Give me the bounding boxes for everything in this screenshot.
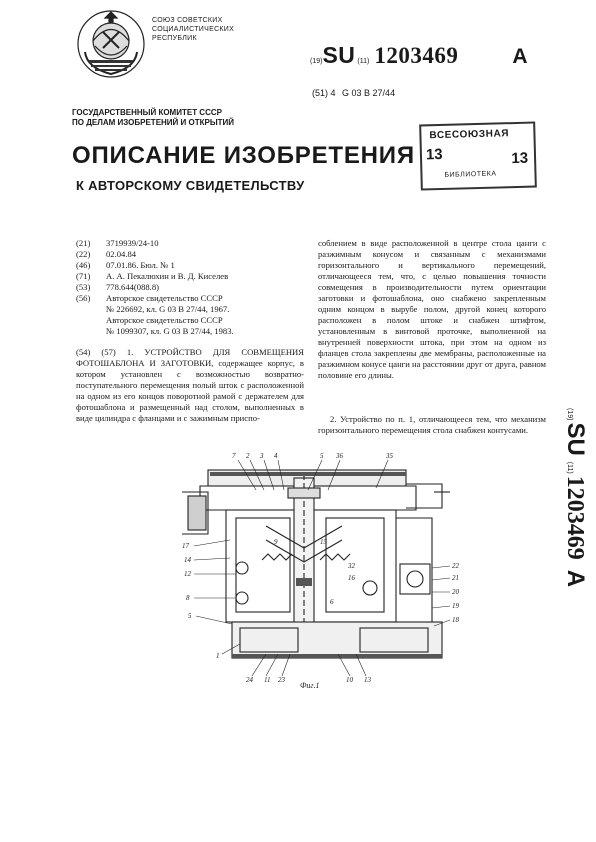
technical-drawing [170, 448, 460, 688]
label-13: 13 [364, 676, 371, 684]
label-12: 12 [184, 570, 191, 578]
union-name-line: РЕСПУБЛИК [152, 35, 197, 42]
biblio-row [76, 260, 304, 271]
patent-number: 1203469 [374, 43, 459, 68]
side-patent-kind: A [562, 569, 589, 588]
biblio-value: 3719939/24-10 [106, 238, 159, 248]
biblio-value: 07.01.86. Бюл. № 1 [106, 260, 175, 270]
biblio-code: (22) [76, 249, 91, 259]
biblio-row [76, 249, 304, 260]
stamp-bottom: БИБЛИОТЕКА [444, 170, 497, 179]
claim-2-text: 2. Устройство по п. 1, отличающееся тем, что механизм горизонтального перемещения стола снабжен контусами. [318, 414, 546, 435]
label-5b: 5 [188, 612, 192, 620]
stamp-title: ВСЕСОЮЗНАЯ [429, 128, 510, 142]
label-1: 1 [216, 652, 220, 660]
side-number-code: (11) [566, 461, 573, 474]
label-35: 35 [386, 452, 393, 460]
label-32: 32 [348, 562, 355, 570]
label-24: 24 [246, 676, 253, 684]
label-20: 20 [452, 588, 459, 596]
document-subtitle: К АВТОРСКОМУ СВИДЕТЕЛЬСТВУ [76, 178, 305, 193]
label-2: 2 [246, 452, 250, 460]
patent-kind: A [512, 45, 528, 68]
claim-1-continuation: соблением в виде расположенной в центре стола цанги с разжимным конусом и связанным с механизмами горизонтального и вертикального перемещений, отличающееся тем, что, с целью повышения точности совмещения в производительности путем ориентации заготовки и фотошаблона, оно снабжено закрепленным одним концом в вырубе полом, другой конец которого расположен в полом штоке и снабжен штифтом, установленным в винтовой проточке, выполненной на внутренней поверхности штока, при этом на одном из фланцев стола закреплены две мембраны, расположенные на разжимном конусе цанги на расстоянии друг от друга, равном половине его длины. [318, 238, 546, 380]
label-17: 17 [182, 542, 189, 550]
label-21: 21 [452, 574, 459, 582]
ipc-class [312, 88, 395, 98]
biblio-code: (71) [76, 271, 91, 281]
stamp-right: 13 [511, 149, 529, 168]
biblio-row [76, 271, 304, 282]
country: SU [322, 42, 356, 68]
label-8: 8 [186, 594, 190, 602]
side-country-code: (19) [566, 408, 573, 421]
country-code: (19) [310, 58, 323, 65]
side-patent-label [555, 408, 595, 658]
label-16: 16 [348, 574, 355, 582]
claim-1-text: (54) (57) 1. УСТРОЙСТВО ДЛЯ СОВМЕЩЕНИЯ ФОТОШАБЛОНА И ЗАГОТОВКИ, содержащее корпус, в котором установлен с возможностью возвратно-поступательного перемещения полый шток с расположенной на одном из его концов поворотной рамой с держателем для фотошаблона и размещенный над столом, выполненных в виде цилиндра с фланцами и с зажимным приспо- [76, 347, 304, 423]
biblio-continuation: № 226692, кл. G 03 B 27/44, 1967. [106, 304, 230, 314]
biblio-continuation: № 1099307, кл. G 03 B 27/44, 1983. [106, 326, 234, 336]
union-name-line: СОЮЗ СОВЕТСКИХ [152, 17, 223, 24]
label-11: 11 [264, 676, 271, 684]
label-15: 15 [320, 538, 327, 546]
ipc-code: (51) 4 [312, 88, 336, 98]
biblio-value: А. А. Пекалюхин и В. Д. Киселев [106, 271, 229, 281]
label-19: 19 [452, 602, 459, 610]
biblio-code: (46) [76, 260, 91, 270]
label-9: 9 [274, 538, 278, 546]
label-18: 18 [452, 616, 459, 624]
label-7: 7 [232, 452, 236, 460]
biblio-code: (53) [76, 282, 91, 292]
stamp-left: 13 [425, 145, 443, 164]
biblio-code: (21) [76, 238, 91, 248]
biblio-row [76, 293, 304, 304]
bibliographic-data [76, 238, 304, 337]
committee-name [72, 108, 234, 128]
number-code: (11) [357, 58, 370, 65]
label-23: 23 [278, 676, 285, 684]
label-4: 4 [274, 452, 278, 460]
label-14: 14 [184, 556, 191, 564]
side-country: SU [562, 422, 589, 456]
union-name-line: СОЦИАЛИСТИЧЕСКИХ [152, 26, 235, 33]
library-stamp [419, 121, 537, 190]
label-36: 36 [336, 452, 343, 460]
union-name [152, 16, 234, 43]
biblio-value: 02.04.84 [106, 249, 137, 259]
committee-line: ПО ДЕЛАМ ИЗОБРЕТЕНИЙ И ОТКРЫТИЙ [72, 118, 235, 127]
label-10: 10 [346, 676, 353, 684]
label-5: 5 [320, 452, 324, 460]
biblio-row [76, 238, 304, 249]
ussr-emblem [75, 8, 147, 80]
label-3: 3 [260, 452, 264, 460]
side-patent-number: 1203469 [562, 475, 588, 560]
biblio-value: 778.644(088.8) [106, 282, 159, 292]
document-title: ОПИСАНИЕ ИЗОБРЕТЕНИЯ [72, 142, 415, 169]
biblio-row [76, 282, 304, 293]
patent-number-line [310, 42, 528, 72]
ipc-value: G 03 B 27/44 [342, 88, 396, 98]
label-6: 6 [330, 598, 334, 606]
figure-caption: Фиг.1 [300, 681, 320, 690]
committee-line: ГОСУДАРСТВЕННЫЙ КОМИТЕТ СССР [72, 108, 222, 117]
biblio-code: (56) [76, 293, 91, 303]
biblio-continuation: Авторское свидетельство СССР [106, 315, 223, 325]
label-22: 22 [452, 562, 459, 570]
biblio-value: Авторское свидетельство СССР [106, 293, 223, 303]
